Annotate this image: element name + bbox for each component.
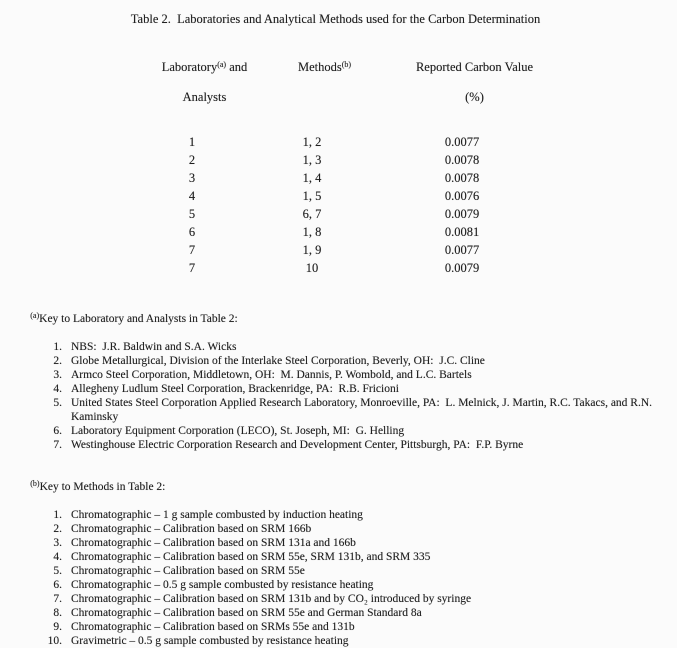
list-item-number: 2. <box>53 355 62 367</box>
table-caption: Table 2. Laboratories and Analytical Methods used for the Carbon Determination <box>130 12 541 26</box>
list-item-number: 7. <box>53 439 62 451</box>
list-item <box>38 634 663 648</box>
table-row <box>112 241 572 259</box>
list-item-text: Armco Steel Corporation, Middletown, OH: M. Dannis, P. Wombold, and L.C. Bartels <box>71 369 472 381</box>
list-item <box>38 508 663 522</box>
list-item <box>38 354 663 368</box>
list-item-text: Chromatographic – Calibration based on SRM 55e <box>71 565 305 577</box>
list-item-number: 6. <box>53 579 62 591</box>
table-row <box>112 151 572 169</box>
list-item <box>38 536 663 550</box>
list-item-text: Laboratory Equipment Corporation (LECO), St. Joseph, MI: G. Helling <box>71 425 405 437</box>
cell-methods: 10 <box>305 261 319 275</box>
list-item <box>38 438 663 452</box>
list-item-text: Chromatographic – Calibration based on SRM 131a and 166b <box>71 537 356 549</box>
list-item-number: 3. <box>53 369 62 381</box>
list-item-number: 4. <box>53 383 62 395</box>
table-header-row <box>112 45 572 120</box>
cell-carbon-value: 0.0079 <box>444 207 480 221</box>
list-item-number: 2. <box>53 523 62 535</box>
list-item-text: Allegheny Ludlum Steel Corporation, Brackenridge, PA: R.B. Fricioni <box>71 383 399 395</box>
cell-methods: 1, 4 <box>302 171 322 185</box>
list-item-text: Globe Metallurgical, Division of the Interlake Steel Corporation, Beverly, OH: J.C. Cline <box>71 355 485 367</box>
footnote-marker-b: (b) <box>341 60 352 69</box>
table-row <box>112 205 572 223</box>
list-item <box>38 592 663 606</box>
list-item-number: 5. <box>53 397 62 409</box>
footnote-key-methods <box>8 466 663 648</box>
list-item-text: United States Steel Corporation Applied Research Laboratory, Monroeville, PA: L. Melnick, J. Martin, R.C. Takacs, and R.N. Kaminsky <box>71 397 655 423</box>
footnote-key-laboratories <box>8 298 663 452</box>
list-item-number: 1. <box>53 509 62 521</box>
list-item-text: NBS: J.R. Baldwin and S.A. Wicks <box>71 341 237 353</box>
column-header-analysts-text: Analysts <box>182 90 227 104</box>
list-item <box>38 606 663 620</box>
cell-methods: 1, 5 <box>302 189 322 203</box>
column-header-carbon-value-text: Reported Carbon Value <box>415 60 534 74</box>
cell-laboratory: 4 <box>188 189 196 203</box>
cell-laboratory: 3 <box>188 171 196 185</box>
list-item-text: Chromatographic – 0.5 g sample combusted by resistance heating <box>71 579 374 591</box>
table-row <box>112 133 572 151</box>
cell-carbon-value: 0.0078 <box>444 171 480 185</box>
table-row <box>112 169 572 187</box>
list-item-number: 3. <box>53 537 62 549</box>
list-item <box>38 340 663 354</box>
table-row <box>112 187 572 205</box>
footnote-key-methods-title: Key to Methods in Table 2: <box>39 481 166 493</box>
cell-carbon-value: 0.0079 <box>444 261 480 275</box>
list-item-number: 4. <box>53 551 62 563</box>
cell-carbon-value: 0.0077 <box>444 243 480 257</box>
cell-methods: 1, 8 <box>302 225 322 239</box>
cell-methods: 1, 9 <box>302 243 322 257</box>
list-item-number: 10. <box>47 635 62 647</box>
list-item-text: Chromatographic – Calibration based on SRM 166b <box>71 523 312 535</box>
list-item-number: 8. <box>53 607 62 619</box>
footnote-marker-a: (a) <box>217 60 227 69</box>
column-header-methods <box>272 45 352 120</box>
cell-carbon-value: 0.0077 <box>444 135 480 149</box>
list-item-number: 1. <box>53 341 62 353</box>
table-body <box>112 133 572 277</box>
column-header-carbon-value <box>352 45 572 120</box>
list-item-number: 9. <box>53 621 62 633</box>
cell-carbon-value: 0.0076 <box>444 189 480 203</box>
list-item <box>38 368 663 382</box>
column-header-laboratory <box>112 45 272 120</box>
list-item <box>38 396 663 424</box>
list-item-text: Chromatographic – Calibration based on SRM 55e, SRM 131b, and SRM 335 <box>71 551 431 563</box>
list-item-text: Chromatographic – Calibration based on SRM 131b and by CO₂ introduced by syringe <box>71 593 472 605</box>
footnote-marker-b: (b) <box>30 479 40 488</box>
list-item-text: Westinghouse Electric Corporation Research and Development Center, Pittsburgh, PA: F.P. Byrne <box>71 439 524 451</box>
list-item <box>38 382 663 396</box>
cell-methods: 1, 2 <box>302 135 322 149</box>
cell-carbon-value: 0.0081 <box>444 225 480 239</box>
list-item-text: Chromatographic – Calibration based on SRM 55e and German Standard 8a <box>71 607 422 619</box>
cell-methods: 6, 7 <box>302 207 322 221</box>
cell-carbon-value: 0.0078 <box>444 153 480 167</box>
cell-laboratory: 7 <box>188 243 196 257</box>
list-item-text: Gravimetric – 0.5 g sample combusted by resistance heating <box>71 635 349 647</box>
list-item <box>38 522 663 536</box>
list-item <box>38 578 663 592</box>
list-item-number: 6. <box>53 425 62 437</box>
list-item <box>38 564 663 578</box>
footnote-key-laboratories-heading <box>13 298 663 340</box>
list-item-number: 7. <box>53 593 62 605</box>
cell-laboratory: 6 <box>188 225 196 239</box>
table-row <box>112 259 572 277</box>
column-header-methods-text: Methods <box>297 60 342 74</box>
list-item <box>38 424 663 438</box>
cell-laboratory: 2 <box>188 153 196 167</box>
cell-methods: 1, 3 <box>302 153 322 167</box>
column-header-laboratory-text2: and <box>226 60 248 74</box>
table-row <box>112 223 572 241</box>
cell-laboratory: 1 <box>188 135 196 149</box>
footnote-marker-a: (a) <box>30 311 40 320</box>
cell-laboratory: 7 <box>188 261 196 275</box>
footnote-key-methods-heading <box>13 466 663 508</box>
list-item-number: 5. <box>53 565 62 577</box>
list-item <box>38 550 663 564</box>
data-table <box>112 45 572 277</box>
cell-laboratory: 5 <box>188 207 196 221</box>
footnote-key-laboratories-title: Key to Laboratory and Analysts in Table 2: <box>39 313 238 325</box>
list-item <box>38 620 663 634</box>
list-item-text: Chromatographic – Calibration based on SRMs 55e and 131b <box>71 621 355 633</box>
list-item-text: Chromatographic – 1 g sample combusted by induction heating <box>71 509 363 521</box>
column-header-percent-text: (%) <box>465 90 484 104</box>
column-header-laboratory-text: Laboratory <box>161 60 218 74</box>
